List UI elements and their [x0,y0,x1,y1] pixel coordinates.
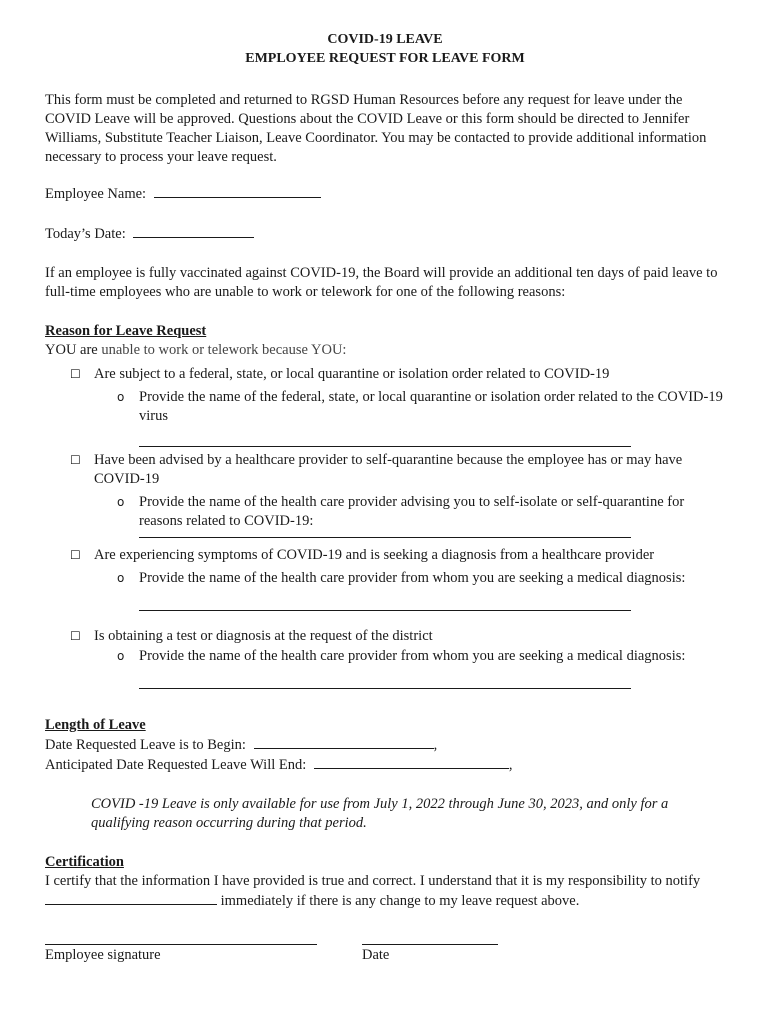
reason-item-text: Have been advised by a healthcare provider to self-quarantine because the employee has or may have COVID-19 [94,452,683,487]
certification-text [45,872,725,911]
reason-lead-rest: unable to work or telework because YOU: [97,342,347,358]
reason-sub-2 [45,493,725,531]
reason-sub-text: Provide the name of the health care provider advising you to self-isolate or self-quarantine for reasons related to COVID-19: [139,494,685,529]
reason-sub-text: Provide the name of the health care provider from whom you are seeking a medical diagnosis: [139,570,686,586]
bullet-icon: o [117,571,125,585]
reason-item-text: Are subject to a federal, state, or local quarantine or isolation order related to COVID-19 [94,366,610,382]
reason-heading: Reason for Leave Request [45,323,207,339]
leave-end-row [45,755,725,775]
employee-name-row [45,184,725,204]
reason-sub-3 [45,569,725,588]
signature-row [45,928,725,968]
bullet-icon: o [117,390,125,404]
leave-request-form [45,30,725,968]
form-title [45,30,725,68]
leave-begin-field[interactable] [254,735,434,749]
checkbox-icon[interactable]: ☐ [70,548,81,562]
bullet-icon: o [117,649,125,663]
leave-begin-label: Date Requested Leave is to Begin: [45,737,246,753]
leave-end-field[interactable] [314,755,509,769]
employee-signature-line[interactable] [45,928,317,945]
form-title-line-1: COVID-19 LEAVE [327,32,443,47]
leave-begin-comma: , [433,737,438,753]
checkbox-icon[interactable]: ☐ [70,453,81,467]
reason-answer-line-3[interactable] [139,588,631,611]
reason-sub-text: Provide the name of the health care provider from whom you are seeking a medical diagnosis: [139,648,686,664]
certification-heading: Certification [45,854,124,870]
signature-date-line[interactable] [362,928,498,945]
leave-end-label: Anticipated Date Requested Leave Will End: [45,757,307,773]
notify-field[interactable] [45,891,217,905]
reason-answer-line-4[interactable] [139,666,631,689]
checkbox-icon[interactable]: ☐ [70,629,81,643]
employee-name-label: Employee Name: [45,186,147,202]
todays-date-field[interactable] [133,224,254,238]
certification-text-after: immediately if there is any change to my leave request above. [217,893,580,909]
reason-item-1 [45,365,725,384]
reason-answer-line-1[interactable] [139,427,631,447]
employee-signature-label: Employee signature [45,947,161,963]
signature-date-label: Date [362,947,390,963]
reason-answer-line-2[interactable] [139,531,631,538]
eligibility-paragraph: If an employee is fully vaccinated against COVID-19, the Board will provide an additional ten days of paid leave to full-time employees who are unable to work or telework for one of the following reasons: [45,265,718,300]
leave-end-comma: , [508,757,513,773]
todays-date-label: Today’s Date: [45,226,126,242]
reason-lead-you: YOU are [45,342,98,358]
intro-paragraph: This form must be completed and returned to RGSD Human Resources before any request for leave under the COVID Leave will be approved. Questions about the COVID Leave or this form should be directed to Jennifer Williams, Substitute Teacher Liaison, Leave Coordinator. You may be contacted to provide additional information necessary to process your leave request. [45,92,707,165]
reason-item-text: Is obtaining a test or diagnosis at the request of the district [94,628,433,644]
reason-sub-4 [45,647,725,666]
reason-item-4 [45,627,725,646]
reason-sub-1 [45,388,725,426]
bullet-icon: o [117,495,125,509]
reason-item-2 [45,451,725,489]
leave-availability-note: COVID -19 Leave is only available for use from July 1, 2022 through June 30, 2023, and only for a qualifying reason occurring during that period. [91,796,669,831]
checkbox-icon[interactable]: ☐ [70,367,81,381]
todays-date-row [45,224,725,244]
employee-name-field[interactable] [154,184,321,198]
certification-text-before: I certify that the information I have provided is true and correct. I understand that it is my responsibility to notify [45,873,701,889]
reason-item-3 [45,546,725,565]
form-title-line-2: EMPLOYEE REQUEST FOR LEAVE FORM [245,51,525,66]
leave-begin-row [45,735,725,755]
reason-sub-text: Provide the name of the federal, state, or local quarantine or isolation order related to the COVID-19 virus [139,389,723,424]
reason-item-text: Are experiencing symptoms of COVID-19 and is seeking a diagnosis from a healthcare provider [94,547,655,563]
reason-lead [45,341,725,360]
length-heading: Length of Leave [45,717,146,733]
